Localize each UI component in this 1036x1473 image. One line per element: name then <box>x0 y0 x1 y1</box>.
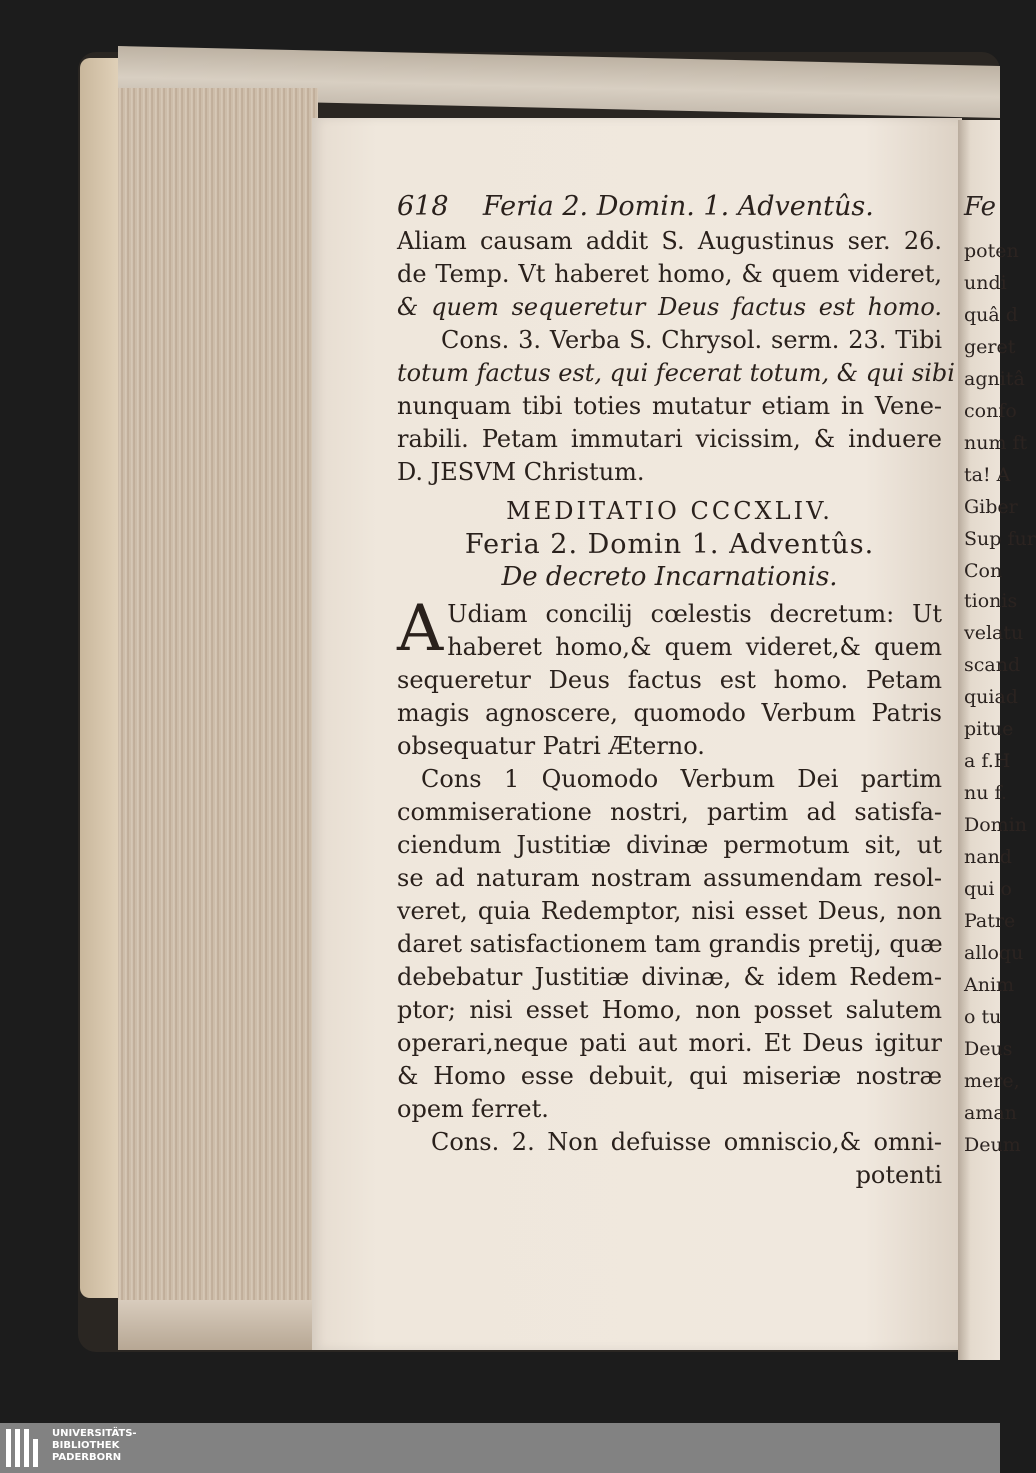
right-page-text-fragment: o tu <box>964 1006 1002 1028</box>
text-line: Udiam concilij cœlestis decretum: Ut <box>447 600 942 628</box>
right-page-text-fragment: alloqu <box>964 942 1024 964</box>
right-page-text-fragment: num ft <box>964 432 1028 454</box>
text-line: nunquam tibi toties mutatur etiam in Vene- <box>397 392 942 420</box>
library-logo-icon <box>6 1429 44 1469</box>
right-page-text-fragment: quiad <box>964 686 1018 708</box>
text-line: daret satisfactionem tam grandis pretij, quæ <box>397 930 943 958</box>
page-text <box>397 190 955 1192</box>
text-line: Cons. 2. Non defuisse omniscio,& omni- <box>431 1128 942 1156</box>
right-page-text-fragment: Fe <box>964 192 997 222</box>
running-title: Feria 2. Domin. 1. Adventûs. <box>482 191 874 222</box>
text-line: de Temp. Vt haberet homo, & quem videret, <box>397 260 942 288</box>
right-page-text-fragment: agnitâ <box>964 368 1025 390</box>
right-page-text-fragment: aman <box>964 1102 1017 1124</box>
page-number: 618 <box>397 191 449 222</box>
library-name-line: UNIVERSITÄTS- <box>52 1428 137 1439</box>
text-line: se ad naturam nostram assumendam resol- <box>397 864 942 892</box>
library-name <box>52 1428 137 1464</box>
text-line: Cons 1 Quomodo Verbum Dei partim <box>421 765 942 793</box>
right-page-text-fragment: quâ d <box>964 304 1018 326</box>
right-page-text-fragment: scand <box>964 654 1021 676</box>
paragraph-with-dropcap <box>397 592 942 666</box>
right-page-text-fragment: tionis <box>964 590 1018 612</box>
library-footer <box>0 1423 1000 1473</box>
text-line: & Homo esse debuit, qui miseriæ nostræ <box>397 1062 942 1090</box>
right-page-text-fragment: Deus <box>964 1038 1013 1060</box>
running-header <box>397 190 942 223</box>
text-line: commiseratione nostri, partim ad satisfa- <box>397 798 942 826</box>
right-page-text-fragment: geret <box>964 336 1016 358</box>
right-page-text-fragment: undi <box>964 272 1007 294</box>
library-name-line: BIBLIOTHEK <box>52 1440 120 1451</box>
right-page-text-fragment: nand <box>964 846 1012 868</box>
right-page-text-fragment: poten <box>964 240 1019 262</box>
right-page-fragment <box>958 120 1036 1360</box>
right-page-text-fragment: velatu <box>964 622 1024 644</box>
right-page-text-fragment: Domin <box>964 814 1028 836</box>
text-line: rabili. Petam immutari vicissim, & induere <box>397 425 942 453</box>
dropcap: A <box>397 592 444 666</box>
text-line: obsequatur Patri Æterno. <box>397 732 705 760</box>
right-page-text-fragment: Anim <box>964 974 1015 996</box>
right-page-text-fragment: qui o <box>964 878 1012 900</box>
meditatio-subtitle: De decreto Incarnationis. <box>501 562 838 592</box>
right-page-text-fragment: ta! A <box>964 464 1011 486</box>
right-page-text-fragment: nu f. <box>964 782 1007 804</box>
page-stack-edge <box>118 88 318 1350</box>
right-page-text-fragment: Giber <box>964 496 1018 518</box>
text-line: ciendum Justitiæ divinæ permotum sit, ut <box>397 831 942 859</box>
meditatio-feria: Feria 2. Domin 1. Adventûs. <box>464 529 875 560</box>
text-line: totum factus est, qui fecerat totum, & qui sibi <box>397 359 955 387</box>
text-line: operari,neque pati aut mori. Et Deus igitur <box>397 1029 942 1057</box>
text-line: sequeretur Deus factus est homo. Petam <box>397 666 942 694</box>
text-line: veret, quia Redemptor, nisi esset Deus, non <box>397 897 942 925</box>
text-line: D. JESVM Christum. <box>397 458 645 486</box>
text-line: haberet homo,& quem videret,& quem <box>447 633 942 661</box>
right-page-text-fragment: pitue <box>964 718 1014 740</box>
text-line: debebatur Justitiæ divinæ, & idem Redem- <box>397 963 942 991</box>
right-page-text-fragment: Deum <box>964 1134 1021 1156</box>
meditatio-heading: MEDITATIO CCCXLIV. <box>506 497 833 525</box>
right-page-text-fragment: a f.H <box>964 750 1011 772</box>
text-line: & quem sequeretur Deus factus est homo. <box>397 293 942 321</box>
text-line: opem ferret. <box>397 1095 549 1123</box>
text-line: Cons. 3. Verba S. Chrysol. serm. 23. Tibi <box>441 326 942 354</box>
right-page-text-fragment: mere, <box>964 1070 1020 1092</box>
right-page-text-fragment: Patre <box>964 910 1016 932</box>
text-line: Aliam causam addit S. Augustinus ser. 26. <box>397 227 942 255</box>
text-line: ptor; nisi esset Homo, non posset salutem <box>397 996 942 1024</box>
right-page-text-fragment: Con <box>964 560 1003 582</box>
right-page-text-fragment: confo <box>964 400 1017 422</box>
right-page-text-fragment: Sup fur <box>964 528 1036 550</box>
library-name-line: PADERBORN <box>52 1452 122 1463</box>
text-line: magis agnoscere, quomodo Verbum Patris <box>397 699 942 727</box>
catchword: potenti <box>855 1161 942 1189</box>
